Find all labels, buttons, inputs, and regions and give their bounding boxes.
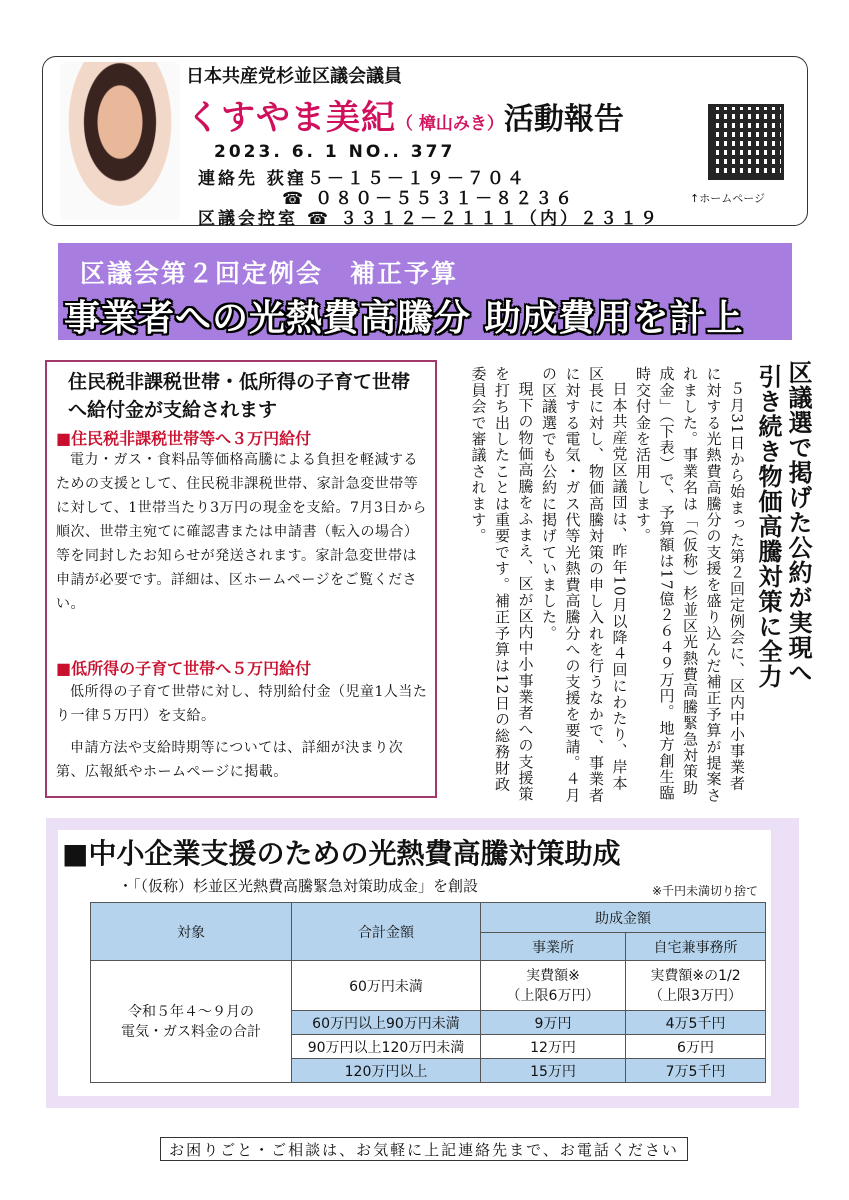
vertical-paragraph-3: 現下の物価高騰をふまえ、区が区内中小事業者への支援策を打ち出したことは重要です。補正予算は12日の総務財政委員会で審議されます。 [469,366,535,803]
vertical-headline [753,360,813,860]
target-line-1: 令和５年４～９月の [128,1003,254,1020]
office-cell [481,961,626,1011]
benefit-article-title: 住民税非課税世帯・低所得の子育て世帯へ給付金が支給されます [68,371,411,421]
table-row [91,961,766,1011]
total-cell: 60万円以上90万円未満 [292,1011,481,1035]
benefit-paragraph-2: 低所得の子育て世帯に対し、特別給付金（児童1人当たり一律５万円）を支給。 [56,684,428,724]
header-home-office: 自宅兼事務所 [626,933,766,961]
header-total: 合計金額 [292,903,481,961]
member-name: くすやま美紀 [186,98,396,138]
benefit-heading-1: ■住民税非課税世帯等へ３万円給付 [56,429,312,448]
office-limit: （上限6万円） [506,987,600,1004]
org-label: 日本共産党杉並区議会議員 [186,66,402,87]
home-amount: 実費額※の1/2 [650,967,741,984]
total-cell: 120万円以上 [292,1059,481,1083]
vertical-paragraph-2: 日本共産党区議団は、昨年10月以降４回にわたり、岸本区長に対し、物価高騰対策の申し入れを行うなかで、事業者に対する電気・ガス代等光熱費高騰分への支援を要請。４月の区議選でも公約に掲げていました。 [540,366,629,804]
footer-note: お困りごと・ご相談は、お気軽に上記連絡先まで、お電話ください [160,1137,688,1161]
office-amount: 実費額※ [526,967,580,984]
vertical-headline-1: 区議選で掲げた公約が実現へ [784,360,812,685]
office-cell: 12万円 [481,1035,626,1059]
member-name-reading: （ 樟山みき） [396,114,504,134]
qr-code[interactable] [708,104,784,180]
home-cell: 7万5千円 [626,1059,766,1083]
qr-label: ↑ホームページ [690,192,765,205]
target-line-2: 電気・ガス料金の合計 [121,1023,261,1040]
home-cell: 6万円 [626,1035,766,1059]
benefit-paragraph-3: 申請方法や支給時期等については、詳細が決まり次第、広報紙やホームページに掲載。 [56,740,404,780]
report-label: 活動報告 [503,102,624,137]
contact-address: 連絡先 荻窪５－１５－１９－７０４ [198,169,527,189]
benefit-heading-2: ■低所得の子育て世帯へ５万円給付 [56,659,312,678]
total-cell: 90万円以上120万円未満 [292,1035,481,1059]
office-phone: 区議会控室 ☎ ３３１２－２１１１（内）２３１９ [198,209,661,229]
grant-section-title: ■中小企業支援のための光熱費高騰対策助成 [62,837,621,870]
home-limit: （上限3万円） [649,987,742,1004]
office-cell: 15万円 [481,1059,626,1083]
header-grant: 助成金額 [481,903,766,933]
profile-photo [60,62,180,220]
office-cell: 9万円 [481,1011,626,1035]
grant-section-subtitle: ・「（仮称）杉並区光熱費高騰緊急対策助成金」を創設 [118,877,479,895]
target-cell [91,961,292,1083]
header-office: 事業所 [481,933,626,961]
name-row [186,90,624,139]
home-cell [626,961,766,1011]
issue-number: 2023. 6. 1 NO.. 377 [214,142,456,162]
banner-title: 事業者への光熱費高騰分 助成費用を計上 [64,298,744,339]
grant-note: ※千円未満切り捨て [652,884,759,898]
total-cell: 60万円未満 [292,961,481,1011]
banner-subtitle: 区議会第２回定例会 補正予算 [80,259,459,288]
contact-phone: ☎ ０８０－５５３１－８２３６ [282,189,576,209]
grant-table [90,902,766,1083]
vertical-paragraph-1: ５月31日から始まった第２回定例会に、区内中小事業者に対する光熱費高騰分の支援を盛り込んだ補正予算が提案されました。事業名は「（仮称）杉並区光熱費高騰緊急対策助成金」（下表）で、予算額は17億２６４９万円。地方創生臨時交付金を活用します。 [634,366,746,804]
benefit-paragraph-1: 電力・ガス・食料品等価格高騰による負担を軽減するための支援として、住民税非課税世帯、家計急変世帯等に対して、1世帯当たり3万円の現金を支給。7月3日から順次、世帯主宛てに確認書または申請書（転入の場合）等を同封したお知らせが発送されます。家計急変世帯は申請が必要です。詳細は、区ホームページをご覧ください。 [56,452,427,612]
header-target: 対象 [91,903,292,961]
vertical-body [450,366,748,806]
vertical-headline-2: 引き続き物価高騰対策に全力 [754,364,782,689]
home-cell: 4万5千円 [626,1011,766,1035]
